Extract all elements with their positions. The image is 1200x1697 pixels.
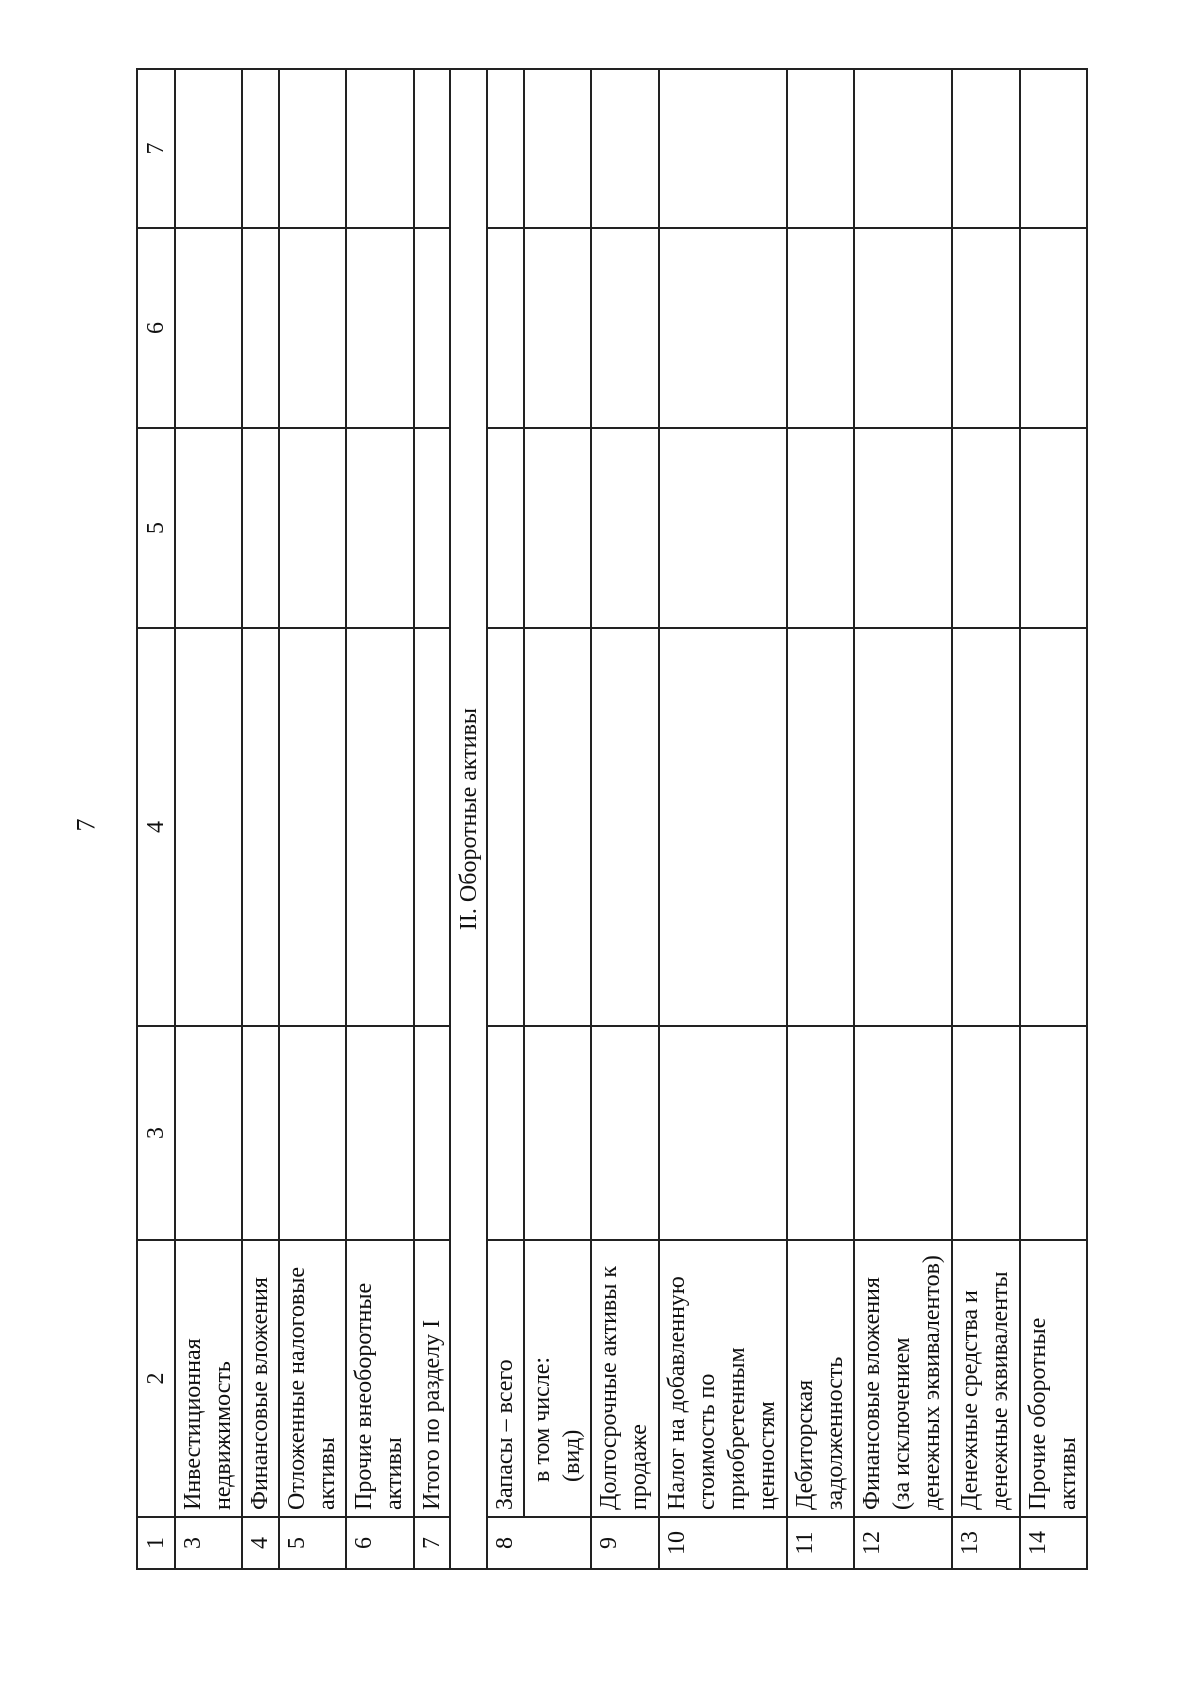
cell — [952, 69, 1019, 228]
cell — [487, 628, 524, 1026]
cell — [487, 69, 524, 228]
row-number: 4 — [242, 1517, 279, 1569]
row-label: Долгосрочные активы к продаже — [591, 1240, 658, 1517]
table-row — [414, 69, 451, 1569]
cell — [854, 628, 952, 1026]
cell — [854, 69, 952, 228]
cell — [175, 1026, 242, 1240]
section-row — [450, 69, 487, 1569]
cell — [279, 69, 346, 228]
table-row — [659, 69, 788, 1569]
balance-table-rotated — [136, 70, 1088, 1570]
row-label: Итого по разделу I — [414, 1240, 451, 1517]
cell — [175, 228, 242, 428]
cell — [1020, 228, 1087, 428]
row-label: Прочие оборотные активы — [1020, 1240, 1087, 1517]
table-row — [346, 69, 413, 1569]
cell — [1020, 1026, 1087, 1240]
cell — [1020, 69, 1087, 228]
cell — [175, 69, 242, 228]
row-label: Отложенные налоговые активы — [279, 1240, 346, 1517]
table-row-sub — [524, 69, 591, 1569]
cell — [346, 1026, 413, 1240]
sub-label-1: в том числе: — [528, 1356, 555, 1482]
row-label: Налог на добавленную стоимость по приобретенным ценностям — [659, 1240, 788, 1517]
cell — [591, 69, 658, 228]
table-row — [242, 69, 279, 1569]
cell — [346, 69, 413, 228]
cell — [524, 628, 591, 1026]
col-header-4: 4 — [137, 628, 175, 1026]
cell — [414, 428, 451, 628]
cell — [591, 228, 658, 428]
row-number: 12 — [854, 1517, 952, 1569]
col-header-2: 2 — [137, 1240, 175, 1517]
cell — [787, 69, 854, 228]
cell — [175, 628, 242, 1026]
col-header-1: 1 — [137, 1517, 175, 1569]
row-number: 14 — [1020, 1517, 1087, 1569]
cell — [952, 428, 1019, 628]
cell — [524, 1026, 591, 1240]
page-number: 7 — [71, 818, 101, 832]
col-header-6: 6 — [137, 228, 175, 428]
cell — [854, 228, 952, 428]
row-label: Инвестиционная недвижимость — [175, 1240, 242, 1517]
section-title: II. Оборотные активы — [450, 69, 487, 1569]
row-number: 5 — [279, 1517, 346, 1569]
cell — [952, 628, 1019, 1026]
cell — [1020, 628, 1087, 1026]
cell — [346, 428, 413, 628]
cell — [242, 628, 279, 1026]
cell — [659, 628, 788, 1026]
col-header-5: 5 — [137, 428, 175, 628]
cell — [279, 628, 346, 1026]
cell — [414, 69, 451, 228]
cell — [524, 228, 591, 428]
cell — [787, 628, 854, 1026]
cell — [787, 228, 854, 428]
table-row — [591, 69, 658, 1569]
col-header-7: 7 — [137, 69, 175, 228]
row-number: 3 — [175, 1517, 242, 1569]
sub-label-2: (вид) — [558, 1429, 585, 1482]
cell — [659, 69, 788, 228]
row-label: Дебиторская задолженность — [787, 1240, 854, 1517]
row-number: 6 — [346, 1517, 413, 1569]
row-number: 7 — [414, 1517, 451, 1569]
table-row — [1020, 69, 1087, 1569]
cell — [591, 1026, 658, 1240]
cell — [1020, 428, 1087, 628]
row-label-sub — [524, 1240, 591, 1517]
cell — [787, 428, 854, 628]
row-label: Финансовые вложения (за исключением денежных эквивалентов) — [854, 1240, 952, 1517]
table-row — [175, 69, 242, 1569]
cell — [854, 428, 952, 628]
balance-table — [136, 68, 1088, 1570]
row-number: 13 — [952, 1517, 1019, 1569]
cell — [346, 628, 413, 1026]
cell — [487, 1026, 524, 1240]
cell — [279, 428, 346, 628]
cell — [659, 228, 788, 428]
row-number: 11 — [787, 1517, 854, 1569]
cell — [242, 1026, 279, 1240]
row-number: 9 — [591, 1517, 658, 1569]
cell — [279, 1026, 346, 1240]
cell — [659, 428, 788, 628]
cell — [854, 1026, 952, 1240]
cell — [659, 1026, 788, 1240]
table-row — [952, 69, 1019, 1569]
row-number: 10 — [659, 1517, 788, 1569]
table-row — [487, 69, 524, 1569]
table-row — [279, 69, 346, 1569]
cell — [279, 228, 346, 428]
cell — [487, 428, 524, 628]
cell — [487, 228, 524, 428]
cell — [242, 69, 279, 228]
cell — [591, 628, 658, 1026]
cell — [414, 628, 451, 1026]
cell — [524, 428, 591, 628]
row-label: Прочие внеоборотные активы — [346, 1240, 413, 1517]
col-header-3: 3 — [137, 1026, 175, 1240]
cell — [787, 1026, 854, 1240]
row-number: 8 — [487, 1517, 524, 1569]
header-row — [137, 69, 175, 1569]
cell — [414, 1026, 451, 1240]
table-row — [854, 69, 952, 1569]
cell — [414, 228, 451, 428]
cell — [952, 228, 1019, 428]
cell — [242, 228, 279, 428]
row-label: Финансовые вложения — [242, 1240, 279, 1517]
row-label: Денежные средства и денежные эквиваленты — [952, 1240, 1019, 1517]
table-row — [787, 69, 854, 1569]
row-number-blank — [524, 1517, 591, 1569]
cell — [524, 69, 591, 228]
row-label: Запасы – всего — [487, 1240, 524, 1517]
cell — [242, 428, 279, 628]
cell — [952, 1026, 1019, 1240]
cell — [175, 428, 242, 628]
cell — [346, 228, 413, 428]
cell — [591, 428, 658, 628]
